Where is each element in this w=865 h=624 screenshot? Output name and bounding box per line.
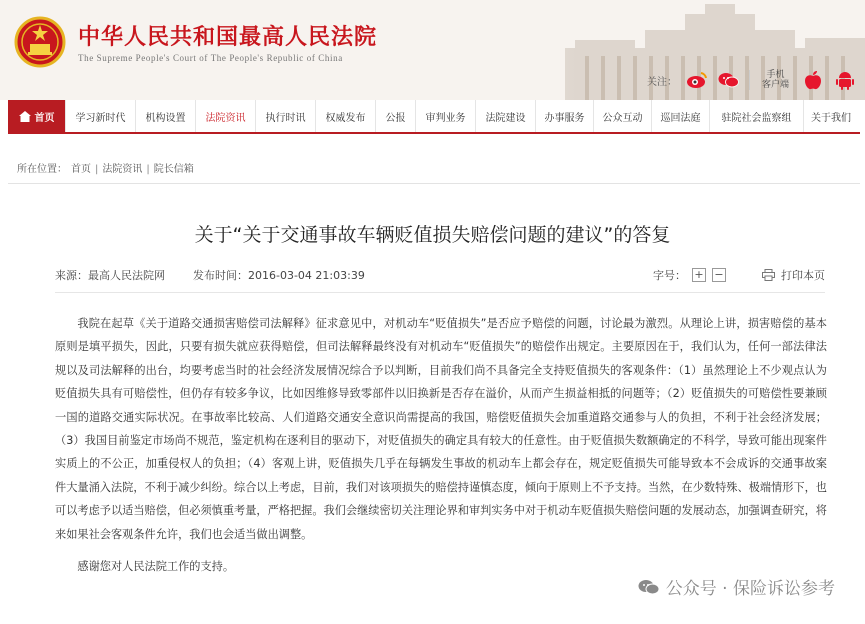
nav-item-interaction[interactable]: 公众互动 — [594, 100, 652, 132]
article-published-time: 发布时间：2016-03-04 21:03:39 — [193, 269, 365, 282]
nav-item-court-building[interactable]: 法院建设 — [476, 100, 536, 132]
breadcrumb-home[interactable]: 首页 — [71, 164, 91, 175]
nav-item-services[interactable]: 办事服务 — [536, 100, 594, 132]
nav-item-gazette[interactable]: 公报 — [376, 100, 416, 132]
site-title[interactable]: 中华人民共和国最高人民法院 — [78, 25, 378, 50]
weibo-icon[interactable] — [685, 68, 709, 92]
breadcrumb-mailbox[interactable]: 院长信箱 — [153, 164, 194, 175]
android-icon[interactable] — [833, 68, 857, 92]
article-paragraph: 感谢您对人民法院工作的支持。 — [77, 560, 235, 574]
divider — [8, 183, 860, 184]
nav-item-releases[interactable]: 权威发布 — [316, 100, 376, 132]
watermark-text: 公众号 · 保险诉讼参考 — [665, 579, 835, 599]
nav-item-court-news[interactable]: 法院资讯 — [196, 100, 256, 132]
breadcrumb — [17, 160, 198, 175]
font-decrease-button[interactable]: − — [712, 268, 726, 282]
nav-item-circuit-court[interactable]: 巡回法庭 — [652, 100, 710, 132]
wechat-watermark-icon — [638, 578, 660, 596]
nav-item-home[interactable] — [8, 100, 66, 132]
home-icon — [19, 111, 31, 122]
national-emblem-icon — [14, 16, 66, 68]
breadcrumb-prefix: 所在位置： — [17, 164, 67, 175]
nav-item-enforcement[interactable]: 执行时讯 — [256, 100, 316, 132]
watermark — [638, 574, 835, 599]
article-title: 关于“关于交通事故车辆贬值损失赔偿问题的建议”的答复 — [194, 224, 671, 246]
article-meta — [55, 265, 825, 285]
main-nav — [8, 100, 860, 134]
mobile-label-line2: 客户端 — [761, 80, 789, 90]
wechat-icon[interactable] — [717, 68, 741, 92]
font-size-label: 字号： — [653, 269, 686, 282]
site-header — [0, 0, 865, 100]
nav-item-supervision[interactable]: 驻院社会监察组 — [710, 100, 804, 132]
apple-icon[interactable] — [801, 68, 825, 92]
follow-label: 关注： — [646, 76, 677, 88]
article-tools — [653, 267, 825, 283]
nav-item-study[interactable]: 学习新时代 — [66, 100, 136, 132]
nav-item-about[interactable]: 关于我们 — [811, 112, 851, 124]
divider — [55, 292, 825, 293]
nav-item-organization[interactable]: 机构设置 — [136, 100, 196, 132]
follow-divider — [749, 70, 750, 90]
article-paragraph: 我院在起草《关于道路交通损害赔偿司法解释》征求意见中，对机动车“贬值损失”是否应予赔偿的问题，讨论最为激烈。从理论上讲，损害赔偿的基本原则是填平损失，因此，只要有损失就应获得赔偿，但司法解释最终没有对机动车“贬值损失”的赔偿作出规定。主要原因在于，我们认为，任何一部法律法规以及司法解释的出台，均要考虑当时的社会经济发展情况综合予以判断，目前我们尚不具备完全支持贬值损失的客观条件：（1）虽然理论上不少观点认为贬值损失具有可赔偿性，但仍存有较多争议，比如因维修导致零部件以旧换新是否存在溢价，从而产生损益相抵的问题等；（2）贬值损失的可赔偿性要兼顾一国的道路交通实际状况。在事故率比较高、人们道路交通安全意识尚需提高的我国，赔偿贬值损失会加重道路交通参与人的负担，不利于社会经济发展；（3）我国目前鉴定市场尚不规范，鉴定机构在逐利目的驱动下，对贬值损失的确定具有较大的任意性。由于贬值损失数额确定的不科学，导致可能出现案件实质上的不公正，加重侵权人的负担；（4）客观上讲，贬值损失几乎在每辆发生事故的机动车上都会存在，规定贬值损失可能导致本不会成诉的交通事故案件大量涌入法院，不利于减少纠纷。综合以上考虑，目前，我们对该项损失的赔偿持谨慎态度，倾向于原则上不予支持。当然，在少数特殊、极端情形下，也可以考虑予以适当赔偿，但必须慎重考量，严格把握。我们会继续密切关注理论界和审判实务中对于机动车贬值损失赔偿问题的发展动态，加强调查研究，将来如果社会客观条件允许，我们也会适当做出调整。 — [55, 317, 827, 541]
article-body — [55, 312, 827, 578]
nav-item-label: 首页 — [34, 112, 55, 124]
font-increase-button[interactable]: + — [692, 268, 706, 282]
mobile-client-link[interactable] — [758, 70, 793, 90]
print-button[interactable] — [762, 267, 825, 283]
nav-item-trial[interactable]: 审判业务 — [416, 100, 476, 132]
printer-icon — [762, 269, 775, 281]
mobile-label-line1: 手机 — [766, 70, 785, 80]
breadcrumb-court-news[interactable]: 法院资讯 — [102, 164, 143, 175]
breadcrumb-separator: | — [146, 164, 150, 175]
site-subtitle: The Supreme People's Court of The People's Republic of China — [78, 53, 343, 63]
follow-bar — [647, 66, 857, 94]
breadcrumb-separator: | — [95, 164, 99, 175]
print-label: 打印本页 — [781, 269, 825, 282]
article-source: 来源：最高人民法院网 — [55, 269, 165, 282]
